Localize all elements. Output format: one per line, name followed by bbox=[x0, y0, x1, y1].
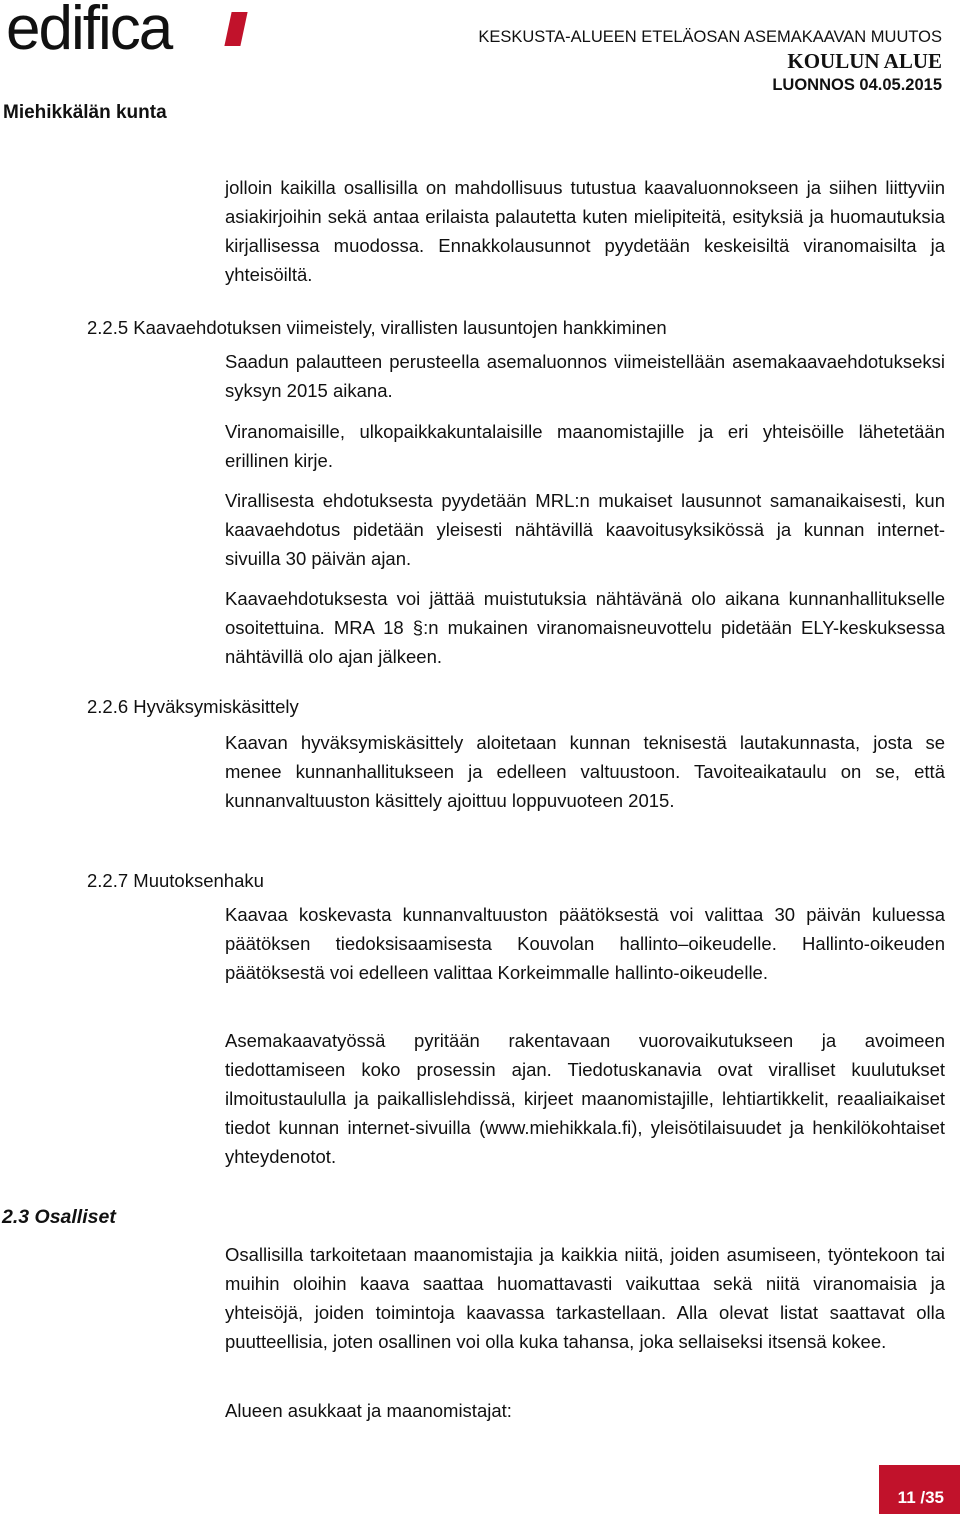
logo-accent-mark bbox=[224, 12, 247, 46]
page-number: 11 /35 bbox=[897, 1488, 944, 1507]
organization-name: Miehikkälän kunta bbox=[3, 102, 167, 123]
heading-2-3: 2.3 Osalliset bbox=[2, 1206, 116, 1228]
paragraph-2-3-1: Osallisilla tarkoitetaan maanomistajia ja kaikkia niitä, joiden asumiseen, työntekoon tai muihin oloihin kaava saattaa huomattavasti vaikuttaa sekä niitä viranomaisia ja yhteisöjä, joiden toimintoja kaavassa tarkastellaan. Alla olevat listat saattavat olla puutteellisia, joten osallinen voi olla kuka tahansa, joka sellaiseksi itsensä kokee. bbox=[225, 1244, 945, 1352]
heading-2-2-5: 2.2.5 Kaavaehdotuksen viimeistely, virallisten lausuntojen hankkiminen bbox=[87, 317, 667, 338]
heading-2-2-6: 2.2.6 Hyväksymiskäsittely bbox=[87, 696, 299, 717]
project-area: KOULUN ALUE bbox=[787, 49, 942, 73]
paragraph-2-2-5-3: Virallisesta ehdotuksesta pyydetään MRL:n mukaiset lausunnot samanaikaisesti, kun kaavaehdotus pidetään yleisesti nähtävillä kaavoitusyksikössä ja kunnan internet-sivuilla 30 päivän ajan. bbox=[225, 490, 945, 569]
page-number-box bbox=[879, 1465, 960, 1514]
intro-paragraph: jolloin kaikilla osallisilla on mahdollisuus tutustua kaavaluonnokseen ja siihen liittyviin asiakirjoihin sekä antaa erilaista palautetta kuten mielipiteitä, esityksiä ja huomautuksia kirjallisessa muodossa. Ennakkolausunnot pyydetään keskeisiltä viranomaisilta ja yhteisöiltä. bbox=[225, 177, 945, 285]
paragraph-2-2-7-1: Kaavaa koskevasta kunnanvaltuuston päätöksestä voi valittaa 30 päivän kuluessa päätöksen tiedoksisaamisesta Kouvolan hallinto–oikeudelle. Hallinto-oikeuden päätöksestä voi edelleen valittaa Korkeimmalle hallinto-oikeudelle. bbox=[225, 904, 945, 983]
logo-wordmark: edifica bbox=[6, 0, 172, 63]
paragraph-2-3-2: Alueen asukkaat ja maanomistajat: bbox=[225, 1400, 512, 1421]
document-header bbox=[478, 26, 942, 96]
paragraph-2-2-6-1: Kaavan hyväksymiskäsittely aloitetaan kunnan teknisestä lautakunnasta, josta se menee kunnanhallitukseen ja edelleen valtuustoon. Tavoiteaikataulu on se, että kunnanvaltuuston käsittely ajoittuu loppuvuoteen 2015. bbox=[225, 732, 945, 811]
paragraph-2-2-5-4: Kaavaehdotuksesta voi jättää muistutuksia nähtävänä olo aikana kunnanhallitukselle osoitettuina. MRA 18 §:n mukainen viranomaisneuvottelu pidetään ELY-keskuksessa nähtävillä olo ajan jälkeen. bbox=[225, 588, 945, 667]
paragraph-2-2-5-2: Viranomaisille, ulkopaikkakuntalaisille maanomistajille ja eri yhteisöille lähetetään erillinen kirje. bbox=[225, 421, 945, 471]
paragraph-2-2-5-1: Saadun palautteen perusteella asemaluonnos viimeistellään asemakaavaehdotukseksi syksyn 2015 aikana. bbox=[225, 351, 945, 401]
heading-2-2-7: 2.2.7 Muutoksenhaku bbox=[87, 870, 264, 891]
paragraph-2-2-7-2: Asemakaavatyössä pyritään rakentavaan vuorovaikutukseen ja avoimeen tiedottamiseen koko prosessin ajan. Tiedotuskanavia ovat viralliset kuulutukset ilmoitustaululla ja paikallislehdissä, kirjeet maanomistajille, lehtiartikkelit, reaaliaikaiset tiedot kunnan internet-sivuilla (www.miehikkala.fi), yleisötilaisuudet ja henkilökohtaiset yhteydenotot. bbox=[225, 1030, 945, 1167]
edifica-logo bbox=[6, 0, 246, 76]
project-title: KESKUSTA-ALUEEN ETELÄOSAN ASEMAKAAVAN MUUTOS bbox=[478, 28, 942, 46]
draft-date: LUONNOS 04.05.2015 bbox=[772, 76, 942, 94]
